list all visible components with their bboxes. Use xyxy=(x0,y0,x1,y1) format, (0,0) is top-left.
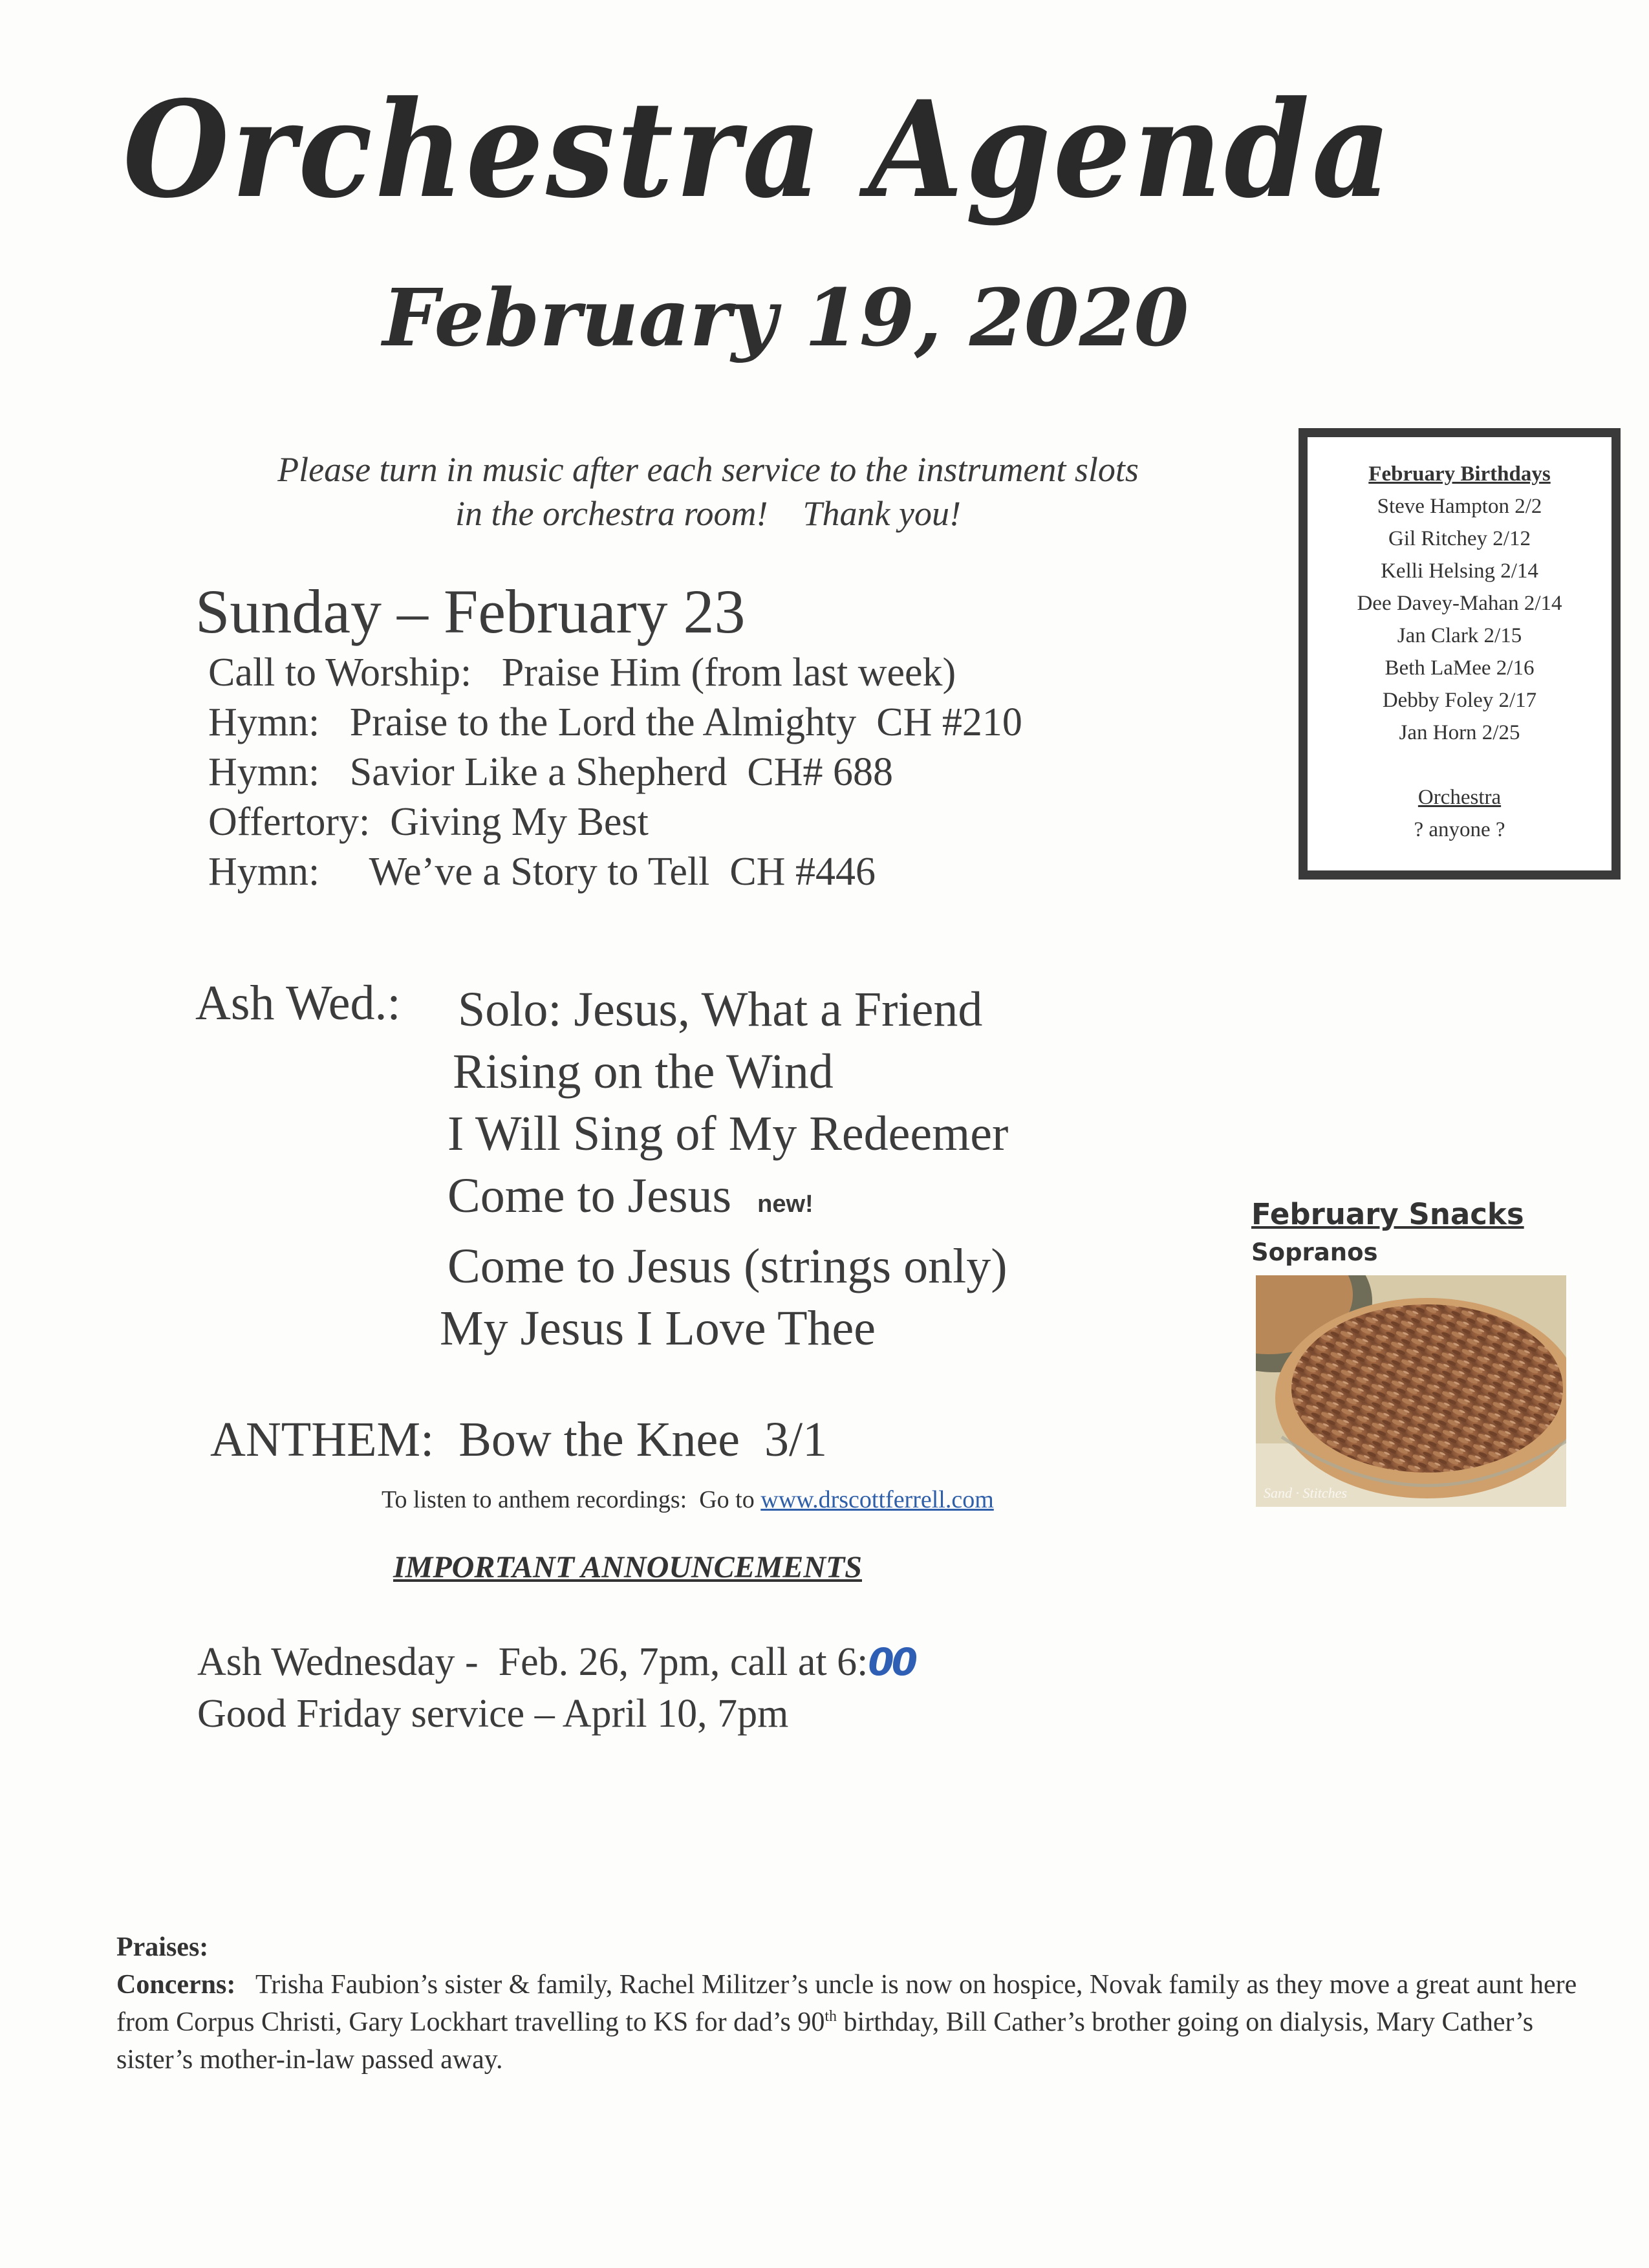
ash-wed-item: Come to Jesus (strings only) xyxy=(447,1239,1008,1293)
snacks-title: February Snacks xyxy=(1251,1197,1524,1231)
announcements-heading: IMPORTANT ANNOUNCEMENTS xyxy=(393,1550,862,1584)
announcement-good-friday: Good Friday service – April 10, 7pm xyxy=(197,1692,789,1736)
birthday-item: Dee Davey-Mahan 2/14 xyxy=(1357,592,1562,615)
page-title: Orchestra Agenda xyxy=(123,72,1394,228)
orchestra-birthdays-value: ? anyone ? xyxy=(1414,818,1505,841)
sunday-service-list xyxy=(208,648,1022,897)
ash-wed-item: My Jesus I Love Thee xyxy=(440,1301,876,1355)
anthem-line: ANTHEM: Bow the Knee 3/1 xyxy=(210,1412,828,1467)
announcement-ash-wednesday xyxy=(197,1636,915,1688)
ash-wed-item: Solo: Jesus, What a Friend xyxy=(458,982,983,1037)
pecan-pie-image xyxy=(1256,1275,1566,1507)
ash-wed-item-new xyxy=(447,1165,1008,1235)
birthday-item: Steve Hampton 2/2 xyxy=(1377,495,1542,518)
ash-wed-item: Rising on the Wind xyxy=(453,1044,834,1099)
orchestra-birthdays-title: Orchestra xyxy=(1417,786,1502,809)
concerns-paragraph xyxy=(116,1966,1597,2079)
recordings-link[interactable]: www.drscottferrell.com xyxy=(760,1486,994,1513)
announcements-list xyxy=(197,1636,915,1740)
birthday-item: Kelli Helsing 2/14 xyxy=(1381,559,1538,583)
agenda-date: February 19, 2020 xyxy=(382,271,1189,364)
concerns-label: Concerns: xyxy=(116,1970,236,2000)
sunday-item: Hymn: We’ve a Story to Tell CH #446 xyxy=(208,850,876,894)
listen-prefix: To listen to anthem recordings: Go to xyxy=(382,1486,761,1513)
birthdays-box xyxy=(1299,428,1621,880)
birthday-item: Beth LaMee 2/16 xyxy=(1385,656,1535,680)
snacks-group: Sopranos xyxy=(1251,1238,1378,1266)
birthdays-title: February Birthdays xyxy=(1368,462,1551,486)
announcement-text: Ash Wednesday - Feb. 26, 7pm, call at 6: xyxy=(197,1640,868,1684)
praises-label: Praises: xyxy=(116,1932,209,1962)
birthday-item: Jan Horn 2/25 xyxy=(1399,721,1520,744)
ash-wed-item-title: Come to Jesus xyxy=(447,1169,732,1223)
birthday-item: Jan Clark 2/15 xyxy=(1397,624,1522,647)
ash-wed-list xyxy=(0,978,1009,1359)
birthday-item: Gil Ritchey 2/12 xyxy=(1388,527,1531,550)
new-badge: new! xyxy=(757,1191,814,1218)
sunday-heading: Sunday – February 23 xyxy=(195,577,746,646)
pie-filling xyxy=(1291,1304,1563,1473)
sunday-item: Offertory: Giving My Best xyxy=(208,800,649,844)
photo-watermark: Sand · Stitches xyxy=(1264,1485,1347,1501)
listen-line xyxy=(382,1487,994,1512)
ash-wed-label: Ash Wed.: xyxy=(195,976,401,1030)
concerns-text-2: birthday, Bill Cather’s brother going on dialysis, Mary Cather’s sister’s mother-in-law passed away. xyxy=(116,2007,1534,2075)
ordinal-suffix: th xyxy=(824,2008,837,2025)
sunday-item: Call to Worship: Praise Him (from last week) xyxy=(208,651,956,695)
handwritten-correction: 00 xyxy=(868,1640,916,1684)
pecan-pie-photo xyxy=(1256,1275,1566,1507)
music-return-notice xyxy=(213,448,1203,535)
sunday-item: Hymn: Savior Like a Shepherd CH# 688 xyxy=(208,750,894,794)
notice-line-1: Please turn in music after each service to the instrument slots xyxy=(277,450,1139,489)
concerns-text-1: Trisha Faubion’s sister & family, Rachel Militzer’s uncle is now on hospice, Novak family as they move a great aunt here from Corpus Christi, Gary Lockhart travelling to KS for dad’s 90 xyxy=(116,1970,1584,2037)
birthday-item: Debby Foley 2/17 xyxy=(1382,689,1537,712)
notice-line-2: in the orchestra room! Thank you! xyxy=(455,494,961,533)
sunday-item: Hymn: Praise to the Lord the Almighty CH #210 xyxy=(208,700,1022,744)
ash-wed-item: I Will Sing of My Redeemer xyxy=(447,1107,1009,1161)
